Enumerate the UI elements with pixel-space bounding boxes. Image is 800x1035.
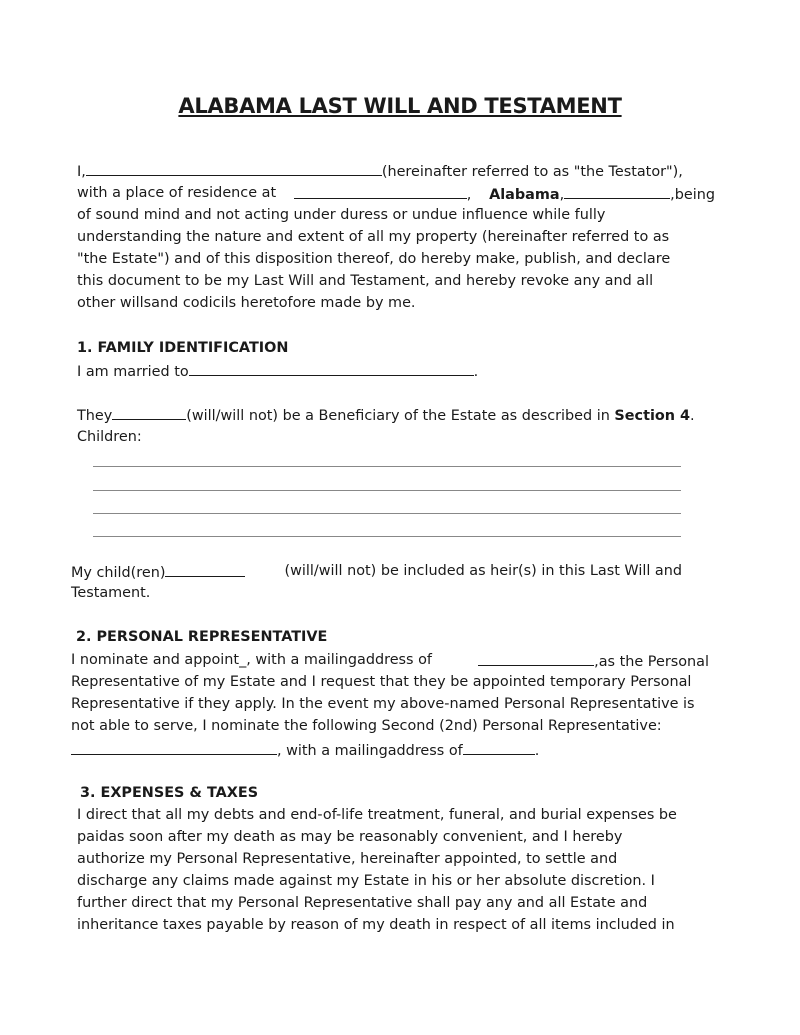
rep-role-text: ,as the Personal [594,654,709,670]
spouse-beneficiary-line [77,404,695,426]
section-3-heading: 3. EXPENSES & TAXES [80,785,259,801]
child-entry-line[interactable] [93,466,681,467]
spouse-beneficiary-field[interactable] [112,404,186,420]
rep-address-field[interactable] [478,650,594,666]
county-field[interactable] [564,183,670,199]
being-text: ,being [670,187,715,203]
child-entry-line[interactable] [93,513,681,514]
expenses-line: authorize my Personal Representative, hereinafter appointed, to settle and [77,851,618,867]
residence-comma: , [466,187,472,203]
section-2-heading: 2. PERSONAL REPRESENTATIVE [76,629,328,645]
intro-prefix: I, [77,164,86,180]
expenses-line: paidas soon after my death as may be reasonably convenient, and I hereby [77,829,623,845]
heirs-text: (will/will not) be included as heir(s) in this Last Will and [284,563,682,579]
residence-address-field[interactable] [294,183,467,199]
intro-line-5: "the Estate") and of this disposition thereof, do hereby make, publish, and declare [77,251,671,267]
state-comma: , [559,187,565,203]
beneficiary-period: . [690,408,695,424]
rep-line-4: not able to serve, I nominate the following Second (2nd) Personal Representative: [71,718,662,734]
expenses-line: inheritance taxes payable by reason of my death in respect of all items included in [77,917,675,933]
residence-label: with a place of residence at [77,185,277,201]
spouse-line [77,360,478,382]
section-4-reference: Section 4 [614,408,691,424]
section-1-heading: 1. FAMILY IDENTIFICATION [77,340,289,356]
expenses-line: I direct that all my debts and end-of-life treatment, funeral, and burial expenses be [77,807,677,823]
testator-name-line [77,160,683,182]
expenses-line: discharge any claims made against my Estate in his or her absolute discretion. I [77,873,655,889]
rep-line-3: Representative if they apply. In the event my above-named Personal Representative is [71,696,695,712]
intro-testator-text: (hereinafter referred to as "the Testator"), [381,164,683,180]
second-rep-line [71,739,539,761]
intro-line-4: understanding the nature and extent of all my property (hereinafter referred to as [77,229,670,245]
intro-line-3: of sound mind and not acting under duress or undue influence while fully [77,207,606,223]
expenses-line: further direct that my Personal Representative shall pay any and all Estate and [77,895,648,911]
nominate-text: I nominate and appoint_, with a mailingaddress of [71,652,432,668]
residence-line [77,183,715,205]
second-rep-name-field[interactable] [71,739,277,755]
spouse-name-field[interactable] [189,360,474,376]
second-rep-period: . [534,743,540,759]
document-title: ALABAMA LAST WILL AND TESTAMENT [178,94,622,118]
they-label: They [77,408,113,424]
children-heirs-field[interactable] [165,561,245,577]
child-entry-line[interactable] [93,490,681,491]
married-period: . [473,364,479,380]
nominate-line [71,650,709,672]
intro-line-7: other willsand codicils heretofore made by me. [77,295,416,311]
married-label: I am married to [77,364,189,380]
children-heirs-line [71,561,682,583]
rep-line-2: Representative of my Estate and I request that they be appointed temporary Personal [71,674,692,690]
heirs-continuation: Testament. [71,585,151,601]
state-name: Alabama [489,187,560,203]
testator-name-field[interactable] [86,160,382,176]
second-rep-address-field[interactable] [463,739,535,755]
children-label: Children: [77,429,142,445]
child-entry-line[interactable] [93,536,681,537]
beneficiary-text: (will/will not) be a Beneficiary of the Estate as described in [186,408,610,424]
heirs-label: My child(ren) [71,565,166,581]
second-rep-address-label: , with a mailingaddress of [277,743,463,759]
intro-line-6: this document to be my Last Will and Testament, and hereby revoke any and all [77,273,654,289]
